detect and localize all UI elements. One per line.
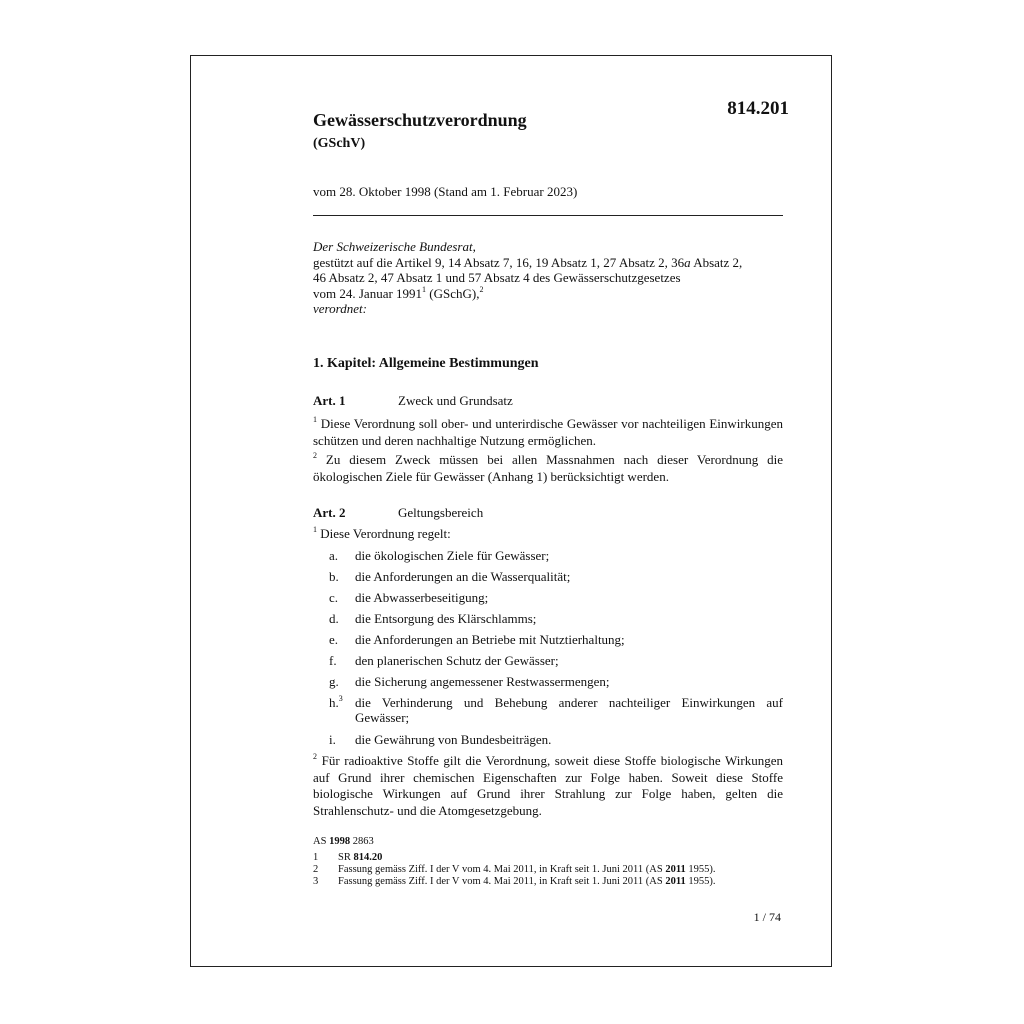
basis-italic-a: a <box>684 254 691 270</box>
list-letter: i. <box>329 732 336 747</box>
preamble-basis-line3 <box>313 286 783 302</box>
as-year: 1998 <box>329 836 351 847</box>
footnote-ref-1[interactable]: 1 <box>422 284 427 294</box>
preamble-authority: Der Schweizerische Bundesrat, <box>313 239 476 254</box>
article-1-paragraph-1 <box>313 416 783 449</box>
document-abbreviation: (GSchV) <box>313 136 366 151</box>
basis-line1-end: Absatz 2, <box>690 254 743 270</box>
footnote-ref-3[interactable]: 3 <box>338 694 343 703</box>
list-letter-text: h. <box>329 695 339 710</box>
preamble-basis-line2: 46 Absatz 2, 47 Absatz 1 und 57 Absatz 4 des Gewässerschutzgesetzes <box>313 270 681 285</box>
list-text: die ökologischen Ziele für Gewässer; <box>355 548 550 563</box>
basis-line3-text: vom 24. Januar 1991 <box>313 285 423 301</box>
paragraph-number: 2 <box>313 451 317 460</box>
footnote-pre: Fassung gemäss Ziff. I der V vom 4. Mai 2011, in Kraft seit 1. Juni 2011 (AS <box>338 876 666 887</box>
footnote-pre: SR <box>338 852 354 863</box>
sr-number: 814.201 <box>727 98 789 119</box>
page-number: 1 / 74 <box>753 910 781 924</box>
list-text: die Anforderungen an Betriebe mit Nutztierhaltung; <box>355 632 625 647</box>
footnote-bold: 814.20 <box>353 852 383 863</box>
list-letter: f. <box>329 653 337 668</box>
footnote-bold: 2011 <box>665 864 686 875</box>
list-text: die Verhinderung und Behebung anderer nachteiliger Einwirkungen auf Gewässer; <box>355 695 783 725</box>
list-text: die Gewährung von Bundesbeiträgen. <box>355 732 552 747</box>
list-letter: c. <box>329 590 339 605</box>
preamble-basis-line1 <box>313 255 783 271</box>
list-letter <box>329 695 343 710</box>
official-collection-reference <box>313 836 374 847</box>
footnote-ref-2[interactable]: 2 <box>479 284 484 294</box>
footnote-number: 2 <box>313 864 319 875</box>
article-2-number: Art. 2 <box>313 505 346 520</box>
paragraph-number: 1 <box>313 415 317 424</box>
as-page: 2863 <box>350 836 374 847</box>
footnote-number: 1 <box>313 852 319 863</box>
list-letter: d. <box>329 611 339 626</box>
as-prefix: AS <box>313 836 330 847</box>
footnote-post: 1955). <box>685 864 716 875</box>
footnote-number: 3 <box>313 876 319 887</box>
article-1-title: Zweck und Grundsatz <box>398 393 513 408</box>
list-text: die Sicherung angemessener Restwassermengen; <box>355 674 610 689</box>
footnote-pre: Fassung gemäss Ziff. I der V vom 4. Mai 2011, in Kraft seit 1. Juni 2011 (AS <box>338 864 666 875</box>
list-text: die Abwasserbeseitigung; <box>355 590 489 605</box>
article-1-paragraph-2 <box>313 452 783 485</box>
paragraph-text: Diese Verordnung soll ober- und unterirdische Gewässer vor nachteiligen Einwirkungen schützen und deren nachhaltige Nutzung ermöglichen. <box>313 416 783 448</box>
basis-line1-text: gestützt auf die Artikel 9, 14 Absatz 7, 16, 19 Absatz 1, 27 Absatz 2, 36 <box>313 254 685 270</box>
footnote-bold: 2011 <box>665 876 686 887</box>
article-1-number: Art. 1 <box>313 393 346 408</box>
article-2-title: Geltungsbereich <box>398 505 484 520</box>
list-text: die Entsorgung des Klärschlamms; <box>355 611 537 626</box>
article-1-heading <box>313 393 513 409</box>
paragraph-text: Diese Verordnung regelt: <box>320 526 451 541</box>
footnote-text <box>338 852 382 864</box>
paragraph-number: 2 <box>313 752 317 761</box>
paragraph-number: 1 <box>313 525 317 534</box>
list-text: die Anforderungen an die Wasserqualität; <box>355 569 571 584</box>
article-2-paragraph-1 <box>313 526 783 543</box>
paragraph-text: Für radioaktive Stoffe gilt die Verordnung, soweit diese Stoffe biologische Wirkungen auf Grund ihrer chemischen Eigenschaften zur Folge haben. Soweit diese Stoffe biologische Wirkungen auf Grund ihrer Strahlung zur Folge haben, gelten die Strahlenschutz- und die Atomgesetzgebung. <box>313 753 783 818</box>
chapter-heading: 1. Kapitel: Allgemeine Bestimmungen <box>313 356 539 371</box>
article-2-heading <box>313 505 483 521</box>
basis-line3-mid: (GSchG), <box>426 285 480 301</box>
list-text: den planerischen Schutz der Gewässer; <box>355 653 559 668</box>
preamble <box>313 239 783 317</box>
document-page <box>190 55 832 967</box>
list-letter: e. <box>329 632 339 647</box>
footnote-text <box>338 864 716 876</box>
document-title: Gewässerschutzverordnung <box>313 110 527 130</box>
preamble-decrees: verordnet: <box>313 301 367 316</box>
paragraph-text: Zu diesem Zweck müssen bei allen Massnahmen nach dieser Verordnung die ökologischen Ziele für Gewässer (Anhang 1) berücksichtigt werden. <box>313 452 784 484</box>
footnote-post: 1955). <box>685 876 716 887</box>
list-letter: a. <box>329 548 339 563</box>
title-divider <box>313 215 783 216</box>
article-2-paragraph-2 <box>313 753 783 819</box>
document-date-line: vom 28. Oktober 1998 (Stand am 1. Februar 2023) <box>313 184 578 199</box>
footnote-text <box>338 876 716 888</box>
list-letter: b. <box>329 569 339 584</box>
list-letter: g. <box>329 674 339 689</box>
